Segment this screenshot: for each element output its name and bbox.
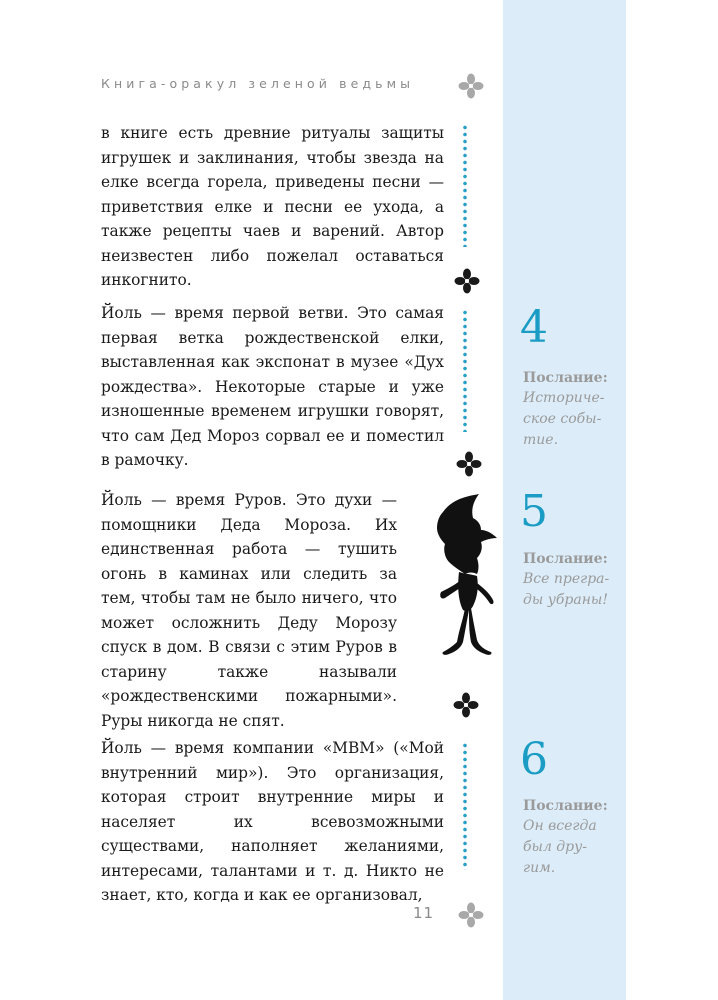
paragraph-2: Йоль — время первой ветви. Это самая первая ветка рождественской елки, выставленная как экспонат в музее «Дух рождества». Некоторые старые и уже изношенные временем игрушки говорят, что сам Дед Мороз сорвал ее и поместил в рамочку.: [101, 304, 444, 469]
message-number: 4: [520, 302, 548, 353]
message-number: 6: [520, 734, 548, 785]
dotted-divider: [463, 742, 467, 870]
paragraph-4: Йоль — время компании «МВМ» («Мой внутренний мир»). Это организация, которая строит внутренние миры и населяет их всевозможными существами, наполняет желаниями, интересами, талантами и т. д. Никто не знает, кто, когда и как ее организовал,: [101, 739, 444, 904]
flower-icon: [456, 451, 482, 477]
message-label: Послание:: [523, 551, 608, 567]
flower-icon: [458, 902, 484, 928]
message-number: 5: [520, 486, 548, 537]
running-header: Книга-оракул зеленой ведьмы: [101, 76, 415, 91]
flower-icon: [458, 73, 484, 99]
message-label: Послание:: [523, 798, 608, 814]
dotted-divider: [463, 309, 467, 432]
flower-icon: [454, 268, 480, 294]
message-text: Историче- ское собы- тие.: [523, 390, 605, 448]
gnome-silhouette: [407, 492, 507, 658]
message-text: Он всегда был дру- гим.: [523, 818, 597, 876]
dotted-divider: [463, 124, 467, 247]
page-number: 11: [413, 904, 435, 922]
flower-icon: [453, 692, 479, 718]
message-text: Все прегра- ды убраны!: [523, 571, 610, 608]
message-label: Послание:: [523, 370, 608, 386]
paragraph-1: в книге есть древние ритуалы защиты игрушек и заклинания, чтобы звезда на елке всегда горела, приведены песни — приветствия елке и песни ее ухода, а также рецепты чаев и варений. Автор неизвестен либо пожелал оставаться инкогнито.: [101, 124, 444, 289]
paragraph-3: Йоль — время Руров. Это духи — помощники Деда Мороза. Их единственная работа — тушить огонь в каминах или следить за тем, чтобы там не было ничего, что может осложнить Деду Морозу спуск в дом. В связи с этим Руров в старину также называли «рождественскими пожарными». Руры никогда не спят.: [101, 491, 397, 730]
